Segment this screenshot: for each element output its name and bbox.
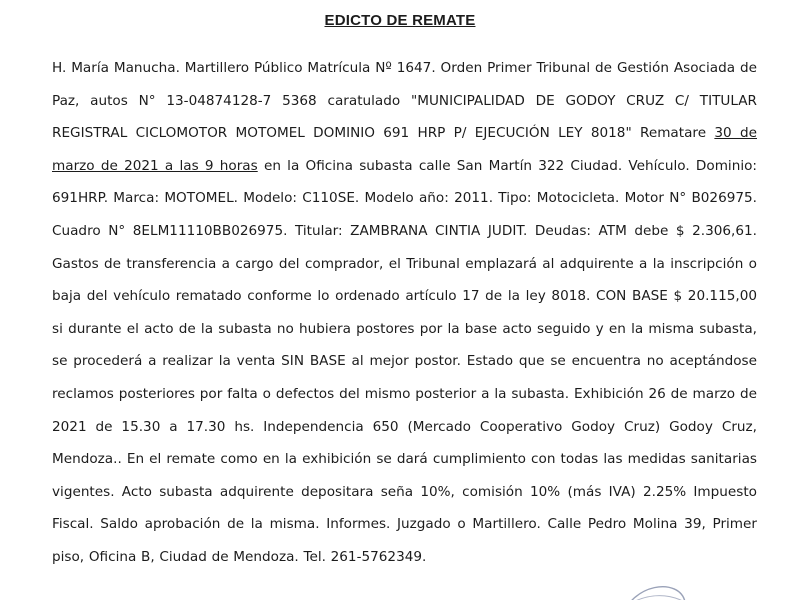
body-text-intro: H. María Manucha. Martillero Público Matrícula Nº 1647. Orden Primer Tribunal de Gestión Asociada de Paz, autos N° 13-04874128-7 5368 caratulado "MUNICIPALIDAD DE GODOY CRUZ C/ TITULAR REGISTRAL CICLOMOTOR MOTOMEL DOMINIO 691 HRP P/ EJECUCIÓN LEY 8018" Rematare bbox=[52, 60, 757, 142]
body-text-details: en la Oficina subasta calle San Martín 322 Ciudad. Vehículo. Dominio: 691HRP. Marca: MOTOMEL. Modelo: C110SE. Modelo año: 2011. Tipo: Motocicleta. Motor N° B026975. Cuadro N° 8ELM11110BB026975. Titular: ZAMBRANA CINTIA JUDIT. Deudas: ATM debe $ 2.306,61. Gastos de transferencia a cargo del comprador, el Tribunal emplazará al adquirente a la inscripción o baja del vehículo rematado conforme lo ordenado artículo 17 de la ley 8018. CON BASE $ 20.115,00 si durante el acto de la subasta no hubiera postores por la base acto seguido y en la misma subasta, se procederá a realizar la venta SIN BASE al mejor postor. Estado que se encuentra no aceptándose reclamos posteriores por falta o defectos del mismo posterior a la subasta. Exhibición 26 de marzo de 2021 de 15.30 a 17.30 hs. Independencia 650 (Mercado Cooperativo Godoy Cruz) Godoy Cruz, bbox=[52, 157, 757, 435]
document-title: EDICTO DE REMATE bbox=[324, 12, 476, 29]
city-mendoza: Mendoza.. bbox=[52, 451, 122, 468]
edict-body-paragraph bbox=[52, 52, 757, 574]
auction-date-underlined: 30 de marzo de 2021 a las 9 horas bbox=[52, 125, 757, 174]
signature-scribble-icon bbox=[590, 572, 710, 600]
body-text-closing: En el remate como en la exhibición se dará cumplimiento con todas las medidas sanitarias vigentes. Acto subasta adquirente depositara seña 10%, comisión 10% (más IVA) 2.25% Impuesto Fiscal. Saldo aprobación de la misma. Informes. Juzgado o Martillero. Calle Pedro Molina 39, Primer piso, Oficina B, Ciudad de Mendoza. Tel. 261-5762349. bbox=[52, 451, 757, 565]
